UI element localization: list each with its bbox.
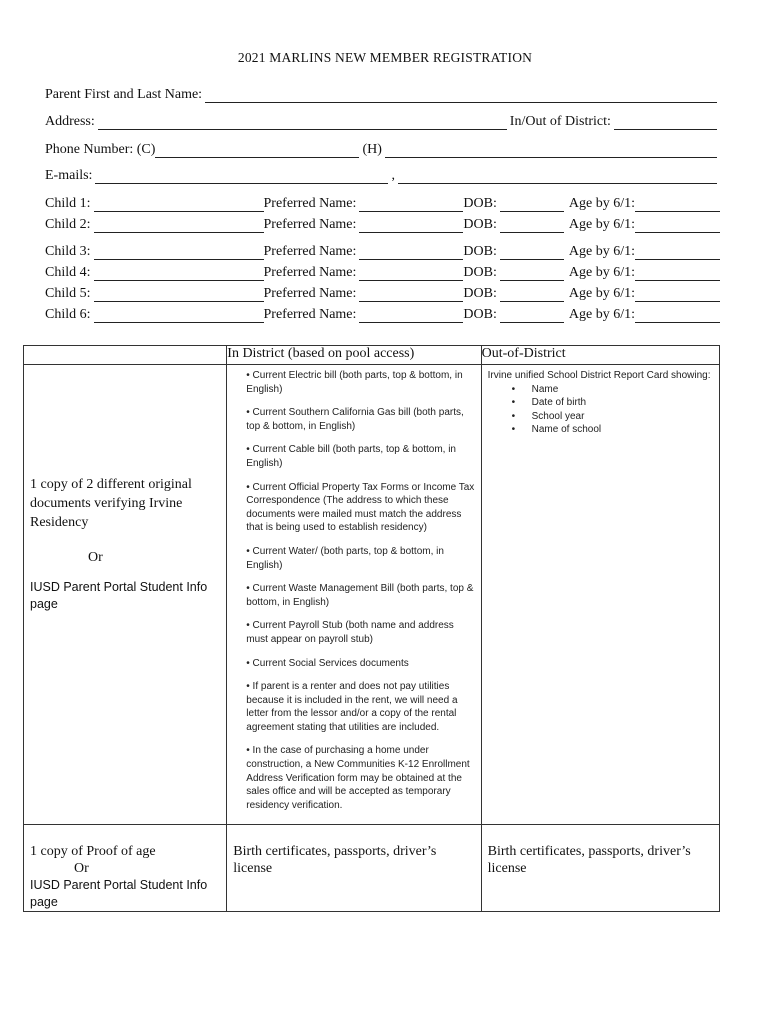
doc-item: • In the case of purchasing a home under construction, a New Communities K-12 Enrollment Address Verification form may be obtained at the sales office and will be accepted as temporary residency verification.: [246, 745, 470, 811]
age-field[interactable]: [635, 245, 720, 260]
report-card-intro: Irvine unified School District Report Card showing:: [487, 370, 711, 381]
emails-row: [45, 166, 720, 184]
phone-cell-label: Phone Number: (C): [45, 142, 156, 157]
child-label: Child 6:: [45, 307, 91, 322]
preferred-name-field[interactable]: [359, 197, 463, 212]
out-of-district-docs-cell: [481, 365, 719, 825]
age-label: Age by 6/1:: [568, 244, 635, 259]
preferred-name-field[interactable]: [359, 266, 463, 281]
phone-row: [45, 140, 720, 158]
child-name-field[interactable]: [94, 245, 264, 260]
dob-label: DOB:: [463, 286, 497, 301]
list-item: • Name of school: [532, 423, 713, 437]
doc-item: • Current Social Services documents: [246, 657, 409, 669]
age-label: Age by 6/1:: [568, 217, 635, 232]
child-row: [45, 194, 720, 212]
emails-separator: ,: [391, 168, 395, 183]
age-or: Or: [74, 861, 89, 877]
age-label: Age by 6/1:: [568, 196, 635, 211]
preferred-name-field[interactable]: [359, 218, 463, 233]
address-field[interactable]: [98, 115, 507, 130]
child-name-field[interactable]: [94, 287, 264, 302]
doc-item: • Current Waste Management Bill (both parts, top & bottom, in English): [246, 583, 474, 608]
age-alt: IUSD Parent Portal Student Info page: [30, 878, 208, 910]
child-row: [45, 284, 720, 302]
preferred-name-label: Preferred Name:: [263, 307, 357, 322]
address-label: Address:: [45, 114, 95, 129]
age-row: [24, 825, 720, 912]
child-row: [45, 242, 720, 260]
table-header-blank: [24, 346, 227, 365]
residency-requirement: [30, 475, 225, 613]
in-district-docs-cell: [227, 365, 481, 825]
doc-item: • Current Electric bill (both parts, top & bottom, in English): [246, 370, 463, 395]
emails-label: E-mails:: [45, 168, 93, 183]
phone-home-field[interactable]: [385, 143, 717, 158]
doc-item: • Current Water/ (both parts, top & bottom, in English): [246, 545, 444, 571]
age-requirement-cell: [24, 825, 227, 912]
residency-requirement-cell: [24, 365, 227, 825]
age-field[interactable]: [635, 287, 720, 302]
age-label: Age by 6/1:: [568, 307, 635, 322]
preferred-name-label: Preferred Name:: [263, 286, 357, 301]
requirements-table: [23, 345, 720, 912]
dob-field[interactable]: [500, 287, 564, 302]
child-label: Child 5:: [45, 286, 91, 301]
phone-home-label: (H): [362, 142, 382, 157]
dob-label: DOB:: [463, 244, 497, 259]
age-field[interactable]: [635, 266, 720, 281]
age-requirement: [24, 825, 226, 911]
child-label: Child 1:: [45, 196, 91, 211]
dob-label: DOB:: [463, 265, 497, 280]
parent-name-label: Parent First and Last Name:: [45, 87, 203, 102]
age-out-of-district-cell: [481, 825, 719, 912]
doc-item: • If parent is a renter and does not pay utilities because it is included in the rent, we will need a letter from the lessor and/or a copy of the rental agreement stating that utilities are included.: [246, 681, 458, 733]
list-item: • School year: [532, 410, 713, 424]
child-label: Child 3:: [45, 244, 91, 259]
age-field[interactable]: [635, 197, 720, 212]
parent-name-field[interactable]: [205, 88, 717, 103]
child-row: [45, 215, 720, 233]
phone-cell-field[interactable]: [155, 143, 359, 158]
preferred-name-label: Preferred Name:: [263, 265, 357, 280]
age-label: Age by 6/1:: [568, 265, 635, 280]
dob-field[interactable]: [500, 308, 564, 323]
child-name-field[interactable]: [94, 218, 264, 233]
child-name-field[interactable]: [94, 197, 264, 212]
table-header-in-district: In District (based on pool access): [227, 346, 481, 365]
district-field[interactable]: [614, 115, 717, 130]
district-label: In/Out of District:: [509, 114, 611, 129]
page-title: 2021 MARLINS NEW MEMBER REGISTRATION: [237, 50, 533, 65]
list-item: • Name: [532, 383, 713, 397]
table-header-row: [24, 346, 720, 365]
list-item: • Date of birth: [532, 396, 713, 410]
child-name-field[interactable]: [94, 266, 264, 281]
doc-item: • Current Payroll Stub (both name and address must appear on payroll stub): [246, 620, 454, 645]
preferred-name-label: Preferred Name:: [263, 196, 357, 211]
email-field-1[interactable]: [95, 169, 388, 184]
child-name-field[interactable]: [94, 308, 264, 323]
child-label: Child 2:: [45, 217, 91, 232]
age-label: Age by 6/1:: [568, 286, 635, 301]
dob-field[interactable]: [500, 245, 564, 260]
preferred-name-label: Preferred Name:: [263, 244, 357, 259]
in-district-docs: [227, 365, 480, 824]
preferred-name-field[interactable]: [359, 287, 463, 302]
email-field-2[interactable]: [398, 169, 717, 184]
out-of-district-docs: [482, 365, 719, 437]
child-row: [45, 305, 720, 323]
child-label: Child 4:: [45, 265, 91, 280]
age-requirement-text: 1 copy of Proof of age: [30, 844, 156, 860]
doc-item: • Current Official Property Tax Forms or Income Tax Correspondence (The address to which these documents were mailed must match the address that is being used to establish residency): [246, 481, 475, 534]
residency-requirement-text: 1 copy of 2 different original documents verifying Irvine Residency: [30, 477, 192, 530]
table-header-out-of-district: Out-of-District: [481, 346, 719, 365]
doc-item: • Current Cable bill (both parts, top & bottom, in English): [246, 444, 456, 469]
report-card-list: [488, 383, 713, 437]
dob-label: DOB:: [463, 307, 497, 322]
dob-field[interactable]: [500, 218, 564, 233]
age-out-of-district: Birth certificates, passports, driver’s license: [487, 844, 691, 877]
age-field[interactable]: [635, 308, 720, 323]
parent-name-row: [45, 85, 720, 103]
child-row: [45, 263, 720, 281]
address-row: [45, 112, 720, 130]
dob-field[interactable]: [500, 266, 564, 281]
dob-field[interactable]: [500, 197, 564, 212]
preferred-name-field[interactable]: [359, 245, 463, 260]
preferred-name-label: Preferred Name:: [263, 217, 357, 232]
residency-alt: IUSD Parent Portal Student Info page: [30, 580, 208, 611]
residency-row: [24, 365, 720, 825]
doc-item: • Current Southern California Gas bill (both parts, top & bottom, in English): [246, 407, 464, 432]
residency-or: Or: [88, 550, 103, 565]
dob-label: DOB:: [463, 196, 497, 211]
dob-label: DOB:: [463, 217, 497, 232]
preferred-name-field[interactable]: [359, 308, 463, 323]
age-in-district: Birth certificates, passports, driver’s license: [233, 844, 437, 877]
age-field[interactable]: [635, 218, 720, 233]
age-in-district-cell: [227, 825, 481, 912]
